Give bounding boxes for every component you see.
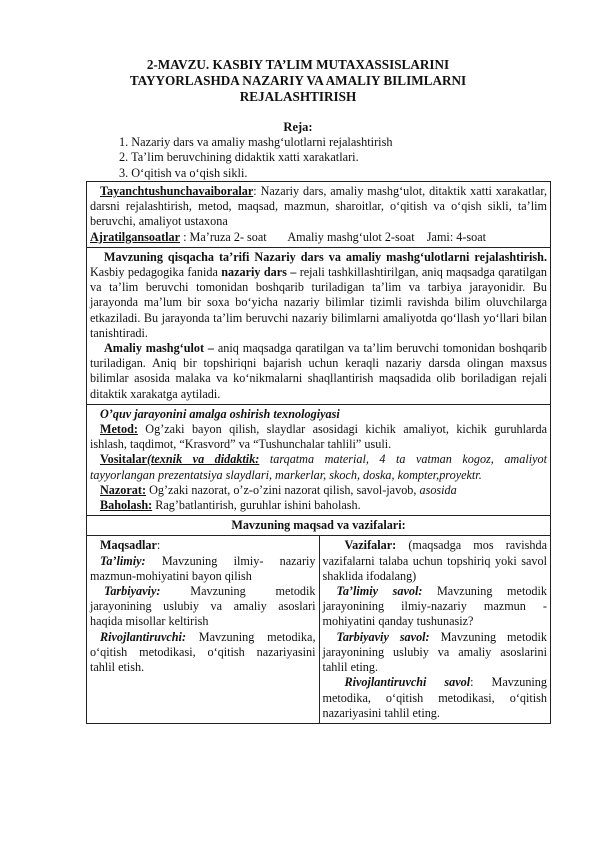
technology-cell	[87, 404, 550, 515]
plan-item: 3. O‘qitish va o‘qish sikli.	[119, 165, 248, 180]
summary-title: Mavzuning qisqacha ta’rifi Nazariy dars va amaliy mashg‘ulotlarni rejalashtirish.	[104, 249, 547, 264]
summary-term: nazariy dars –	[221, 265, 297, 280]
plan-list	[119, 135, 393, 181]
summary-term: Amaliy mashg‘ulot –	[104, 341, 215, 356]
task-text: Mavzuning metodik jarayonining uslubiy va amaliy asoslarini tahlil eting.	[322, 629, 547, 675]
goal-text: Mavzuning metodik jarayonining uslubiy va amaliy asoslari haqida misollar keltirish	[90, 584, 316, 629]
keywords-label: Tayanchtushunchavaiboralar	[100, 184, 254, 198]
goal-text: Mavzuning metodika, o‘qitish metodikasi, o‘qitish nazariyasini tahlil etish.	[90, 629, 316, 675]
task-text: Mavzuning metodik jarayonining ilmiy-nazariy mazmun - mohiyatini qanday tushunasiz?	[322, 584, 547, 629]
goal-label: Tarbiyaviy:	[104, 584, 161, 599]
lesson-table	[86, 181, 551, 724]
goals-left-column: Maqsadlar: Ta’limiy: Mavzuning ilmiy- nazariy mazmun-mohiyatini bayon qilish Tarbiyaviy: Mavzuning metodik jarayonining uslubiy va amaliy asoslari haqida misollar keltirish Rivojlantiruvchi: Mavzuning metodika, o‘qitish metodikasi, o‘qitish nazariyasini tahlil etish.	[90, 538, 316, 675]
technology-heading: O’quv jarayonini amalga oshirish texnologiyasi	[100, 406, 340, 421]
control-label: Nazorat:	[100, 482, 147, 497]
goals-row	[87, 535, 550, 722]
method-label: Metod:	[100, 422, 138, 437]
tasks-text: (maqsadga mos ravishda vazifalarni talaba uchun topshiriq yoki savol shaklida ifodalang)	[322, 538, 547, 583]
evaluation-label: Baholash:	[100, 498, 153, 513]
goal-text: Mavzuning ilmiy- nazariy mazmun-mohiyatini bayon qilish	[90, 553, 316, 583]
plan-item: 2. Ta’lim beruvchining didaktik xatti xarakatlari.	[119, 150, 359, 165]
evaluation-text: Rag’batlantirish, guruhlar ishini baholash.	[152, 498, 361, 513]
title-line: TAYYORLASHDA NAZARIY VA AMALIY BILIMLARNI	[129, 73, 467, 88]
plan-heading: Reja:	[283, 120, 313, 134]
tools-text: tarqatma material, 4 ta vatman kogoz, amaliyot tayyorlangan prezentatsiya slaydlari, markerlar, skoch, doska, kompter,proyektr.	[90, 452, 547, 482]
tasks-heading: Vazifalar:	[344, 538, 397, 553]
goal-label: Ta’limiy:	[100, 553, 146, 568]
goals-heading: Maqsadlar	[100, 538, 157, 553]
tools-label-italic: (texnik va didaktik:	[146, 452, 260, 467]
title-line: 2-MAVZU. KASBIY TA’LIM MUTAXASSISLARINI	[146, 57, 450, 72]
keywords-text: Nazariy dars, amaliy mashg‘ulot, ditaktik xatti xarakatlar, darsni rejalashtirish, metod, maqsad, mazmun, sharoitlar, o‘qitish va o‘qish sikli, ta’lim beruvchi, amaliyot ustaxona	[90, 184, 547, 229]
page-title	[60, 57, 536, 105]
keywords-cell	[87, 182, 550, 247]
goals-header: Mavzuning maqsad va vazifalari:	[87, 515, 550, 535]
summary-text: aniq maqsadga qaratilgan va ta’lim beruvchi tomonidan boshqarib turiladigan. Aniq bir topshiriqni bajarish uchun keraqli nazariy darsda olingan maxsus bilimlar asosida malaka va ko‘nikmalarni shaqllantirish maqsadida olib boriladigan rejali ditaktik xarakatga aytiladi.	[90, 341, 547, 401]
task-label: Rivojlantiruvchi savol	[344, 675, 471, 690]
summary-text: Kasbiy pedagogika fanida	[90, 265, 222, 280]
hours-label: Ajratilgansoatlar	[90, 229, 181, 244]
keywords-colon: :	[253, 184, 257, 198]
goals-right-column	[319, 536, 551, 722]
task-label: Ta’limiy savol:	[336, 584, 423, 599]
title-line: REJALASHTIRISH	[239, 89, 357, 104]
goal-label: Rivojlantiruvchi:	[100, 629, 186, 644]
method-text: Og’zaki bayon qilish, slaydlar asosidagi kichik amaliyot, kichik guruhlarda ishlash, taqdimot, “Krasvord” va “Tushunchalar tahlili” usuli.	[90, 422, 547, 452]
summary-cell	[87, 247, 550, 404]
summary-text: rejali tashkillashtirilgan, aniq maqsadga qaratilgan va ta’lim beruvchi tomonidan boshqarib turiladigan ta’lim va tarbiya jarayonidir. Bu jarayonda ma’lum bir soxa bo‘yicha nazariy bilimlar tizimli ravishda bilim oluvchilarga etkaziladi. Bu jarayonda ta’lim beruvchi nazariy bilimlarni amaliyotda qo‘llash yo‘llari bilan tanishtiradi.	[90, 265, 547, 340]
task-label: Tarbiyaviy savol:	[336, 629, 430, 644]
plan-item: 1. Nazariy dars va amaliy mashg‘ulotlarni rejalashtirish	[119, 135, 393, 149]
control-italic: asosida	[419, 482, 457, 497]
hours-text: : Ma’ruza 2- soat Amaliy mashg‘ulot 2-soat Jami: 4-soat	[180, 229, 487, 244]
tools-label: Vositalar	[100, 452, 147, 467]
task-text: : Mavzuning metodika, o‘qitish metodikasi, o‘qitish nazariyasini tahlil eting.	[322, 675, 547, 720]
control-text: Og’zaki nazorat, o’z-o’zini nazorat qilish, savol-javob,	[146, 482, 420, 497]
